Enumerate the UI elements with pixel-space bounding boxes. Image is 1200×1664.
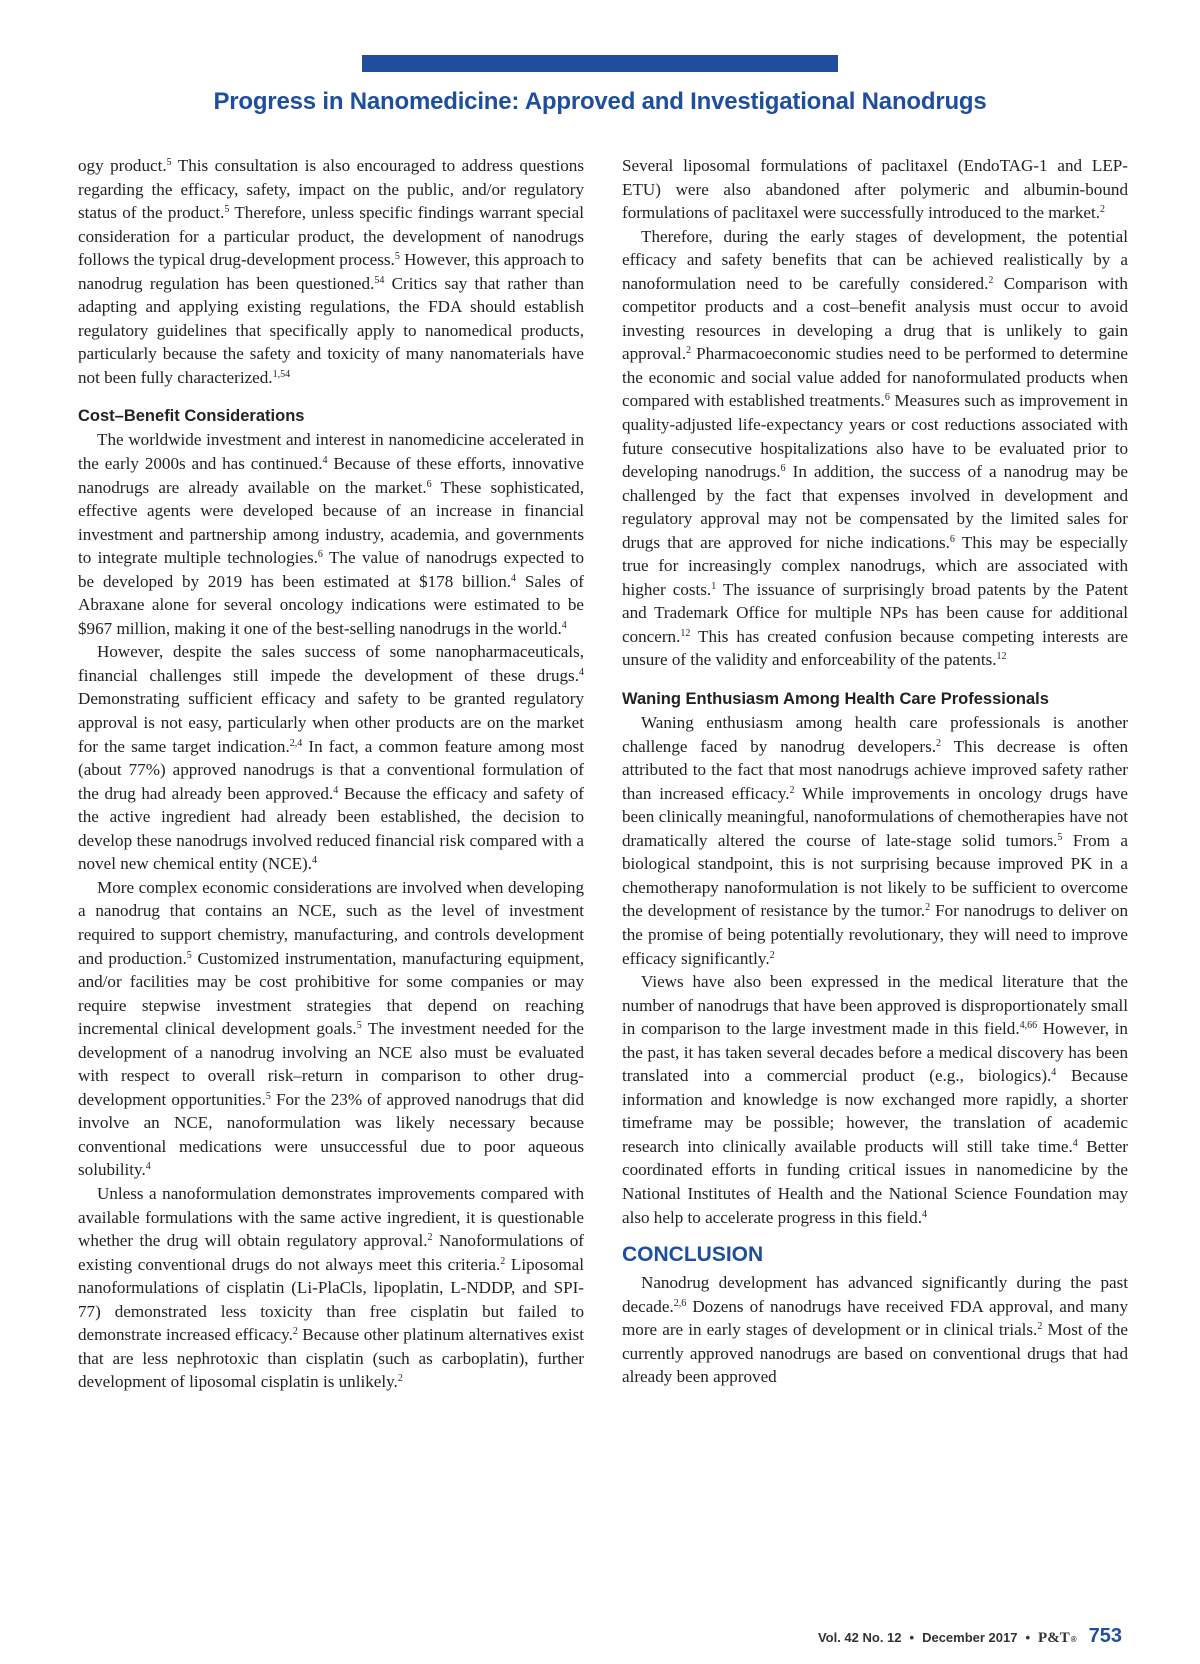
journal-name: P&T <box>1038 1630 1070 1646</box>
date-label: December 2017 <box>922 1630 1018 1645</box>
paragraph: However, despite the sales success of some nanopharmaceuticals, financial challenges still impede the development of these drugs.$^4$ Demonstrating sufficient efficacy and safety to be granted regulatory approval is not easy, particularly when other products are on the market for the same target indication.$^{2,4}$ In fact, a common feature among most (about 77%) approved nanodrugs is that a conventional formulation of the drug had already been approved.$^4$ Because the efficacy and safety of the active ingredient had already been established, the decision to develop these nanodrugs involved reduced financial risk compared with a novel new chemical entity (NCE).$^4$ <box>78 642 584 874</box>
registered-mark: ® <box>1070 1635 1077 1644</box>
paragraph: The worldwide investment and interest in nanomedicine accelerated in the early 2000s and has continued.$^4$ Because of these efforts, innovative nanodrugs are already available on the market.$^6$ These sophisticated, effective agents were developed because of an increase in financial investment and partnership among industry, academia, and governments to integrate multiple technologies.$^6$ The value of nanodrugs expected to be developed by 2019 has been estimated at $178 billion.$^4$ Sales of Abraxane alone for several oncology indications were estimated to be $967 million, making it one of the best-selling nanodrugs in the world.$^4$ <box>78 430 584 638</box>
separator-dot: • <box>909 1630 915 1645</box>
right-column <box>622 154 1128 1389</box>
volume-label: Vol. 42 No. 12 <box>817 1630 902 1645</box>
left-column <box>78 154 584 1394</box>
section-heading-cost-benefit: Cost–Benefit Considerations <box>78 407 305 426</box>
paragraph: Unless a nanoformulation demonstrates improvements compared with available formulations with the same active ingredient, it is questionable whether the drug will obtain regulatory approval.$^2$ Nanoformulations of existing conventional drugs do not always meet this criteria.$^2$ Liposomal nanoformulations of cisplatin (Li-PlaCls, lipoplatin, L-NDDP, and SPI-77) demonstrated less toxicity than free cisplatin but failed to demonstrate increased efficacy.$^2$ Because other platinum alternatives exist that are less nephrotoxic than cisplatin (such as carboplatin), further development of liposomal cisplatin is unlikely.$^2$ <box>78 1183 585 1392</box>
paragraph: Therefore, during the early stages of development, the potential efficacy and safety benefits that can be achieved realistically by a nanoformulation need to be carefully considered.$^2$ Comparison with competitor products and a cost–benefit analysis must occur to avoid investing resources in developing a drug that is unlikely to gain approval.$^2$ Pharmacoeconomic studies need to be performed to determine the economic and social value added for nanoformulated products when compared with established treatments.$^6$ Measures such as improvement in quality-adjusted life-expectancy years or cost reductions associated with future consecutive hospitalizations also have to be evaluated prior to developing nanodrugs.$^6$ In addition, the success of a nanodrug may be challenged by the fact that expenses involved in development and regulatory approval may not be compensated by the limited sales for drugs that are approved for niche indications.$^6$ This may be especially true for increasingly complex nanodrugs, which are associated with higher costs.$^1$ The issuance of surprisingly broad patents by the Patent and Trademark Office for multiple NPs has been cause for additional concern.$^{12}$ This has created confusion because competing interests are unsure of the validity and enforceability of the patents.$^{12}$ <box>622 226 1129 670</box>
paragraph: More complex economic considerations are involved when developing a nanodrug that contains an NCE, such as the level of investment required to support chemistry, manufacturing, and controls development and production.$^5$ Customized instrumentation, manufacturing equipment, and/or facilities may be cost prohibitive for some companies or may require stepwise investment strategies that depend on reaching incremental clinical development goals.$^5$ The investment needed for the development of a nanodrug involving an NCE also must be evaluated with respect to overall risk–return in comparison to other drug-development opportunities.$^5$ For the 23% of approved nanodrugs that did involve an NCE, nanoformulation was likely necessary because conventional medications were unsuccessful due to poor aqueous solubility.$^4$ <box>78 877 584 1180</box>
header-color-bar <box>362 55 838 72</box>
paragraph: Nanodrug development has advanced significantly during the past decade.$^{2,6}$ Dozens of nanodrugs have received FDA approval, and many more are in early stages of development or in clinical trials.$^2$ Most of the currently approved nanodrugs are based on conventional drugs that had already been approved <box>622 1273 1129 1387</box>
paragraph: ogy product.$^5$ This consultation is also encouraged to address questions regarding the efficacy, safety, impact on the public, and/or regulatory status of the product.$^5$ Therefore, unless specific findings warrant special consideration for a particular product, the development of nanodrugs follows the typical drug-development process.$^5$ However, this approach to nanodrug regulation has been questioned.$^{54}$ Critics say that rather than adapting and applying existing regulations, the FDA should establish regulatory guidelines that specifically apply to nanomedical products, particularly because the safety and toxicity of many nanomaterials have not been fully characterized.$^{1,54}$ <box>78 156 584 387</box>
separator-dot: • <box>1025 1630 1031 1645</box>
page-footer <box>818 1625 1122 1648</box>
page-number: 753 <box>1088 1625 1122 1647</box>
paragraph: Several liposomal formulations of paclitaxel (EndoTAG-1 and LEP-ETU) were also abandoned after polymeric and albumin-bound formulations of paclitaxel were successfully introduced to the market.$^2$ <box>622 156 1128 223</box>
section-heading-waning-enthusiasm: Waning Enthusiasm Among Health Care Professionals <box>622 690 1049 709</box>
paragraph: Waning enthusiasm among health care professionals is another challenge faced by nanodrug developers.$^2$ This decrease is often attributed to the fact that most nanodrugs achieve improved safety rather than increased efficacy.$^2$ While improvements in oncology drugs have been clinically meaningful, nanoformulations of chemotherapies have not dramatically altered the course of late-stage solid tumors.$^5$ From a biological standpoint, this is not surprising because improved PK in a chemotherapy nanoformulation is not likely to be sufficient to overcome the development of resistance by the tumor.$^2$ For nanodrugs to deliver on the promise of being potentially revolutionary, they will need to improve efficacy significantly.$^2$ <box>622 713 1128 968</box>
page-title: Progress in Nanomedicine: Approved and Investigational Nanodrugs <box>213 88 987 115</box>
section-heading-conclusion: CONCLUSION <box>622 1243 764 1267</box>
paragraph: Views have also been expressed in the medical literature that the number of nanodrugs that have been approved is disproportionately small in comparison to the large investment made in this field.$^{4,66}$ However, in the past, it has taken several decades before a medical discovery has been translated into a commercial product (e.g., biologics).$^4$ Because information and knowledge is now exchanged more rapidly, a shorter timeframe may be possible; however, the translation of academic research into clinically available products will still take time.$^4$ Better coordinated efforts in funding critical issues in nanomedicine by the National Institutes of Health and the National Science Foundation may also help to accelerate progress in this field.$^4$ <box>622 972 1128 1227</box>
